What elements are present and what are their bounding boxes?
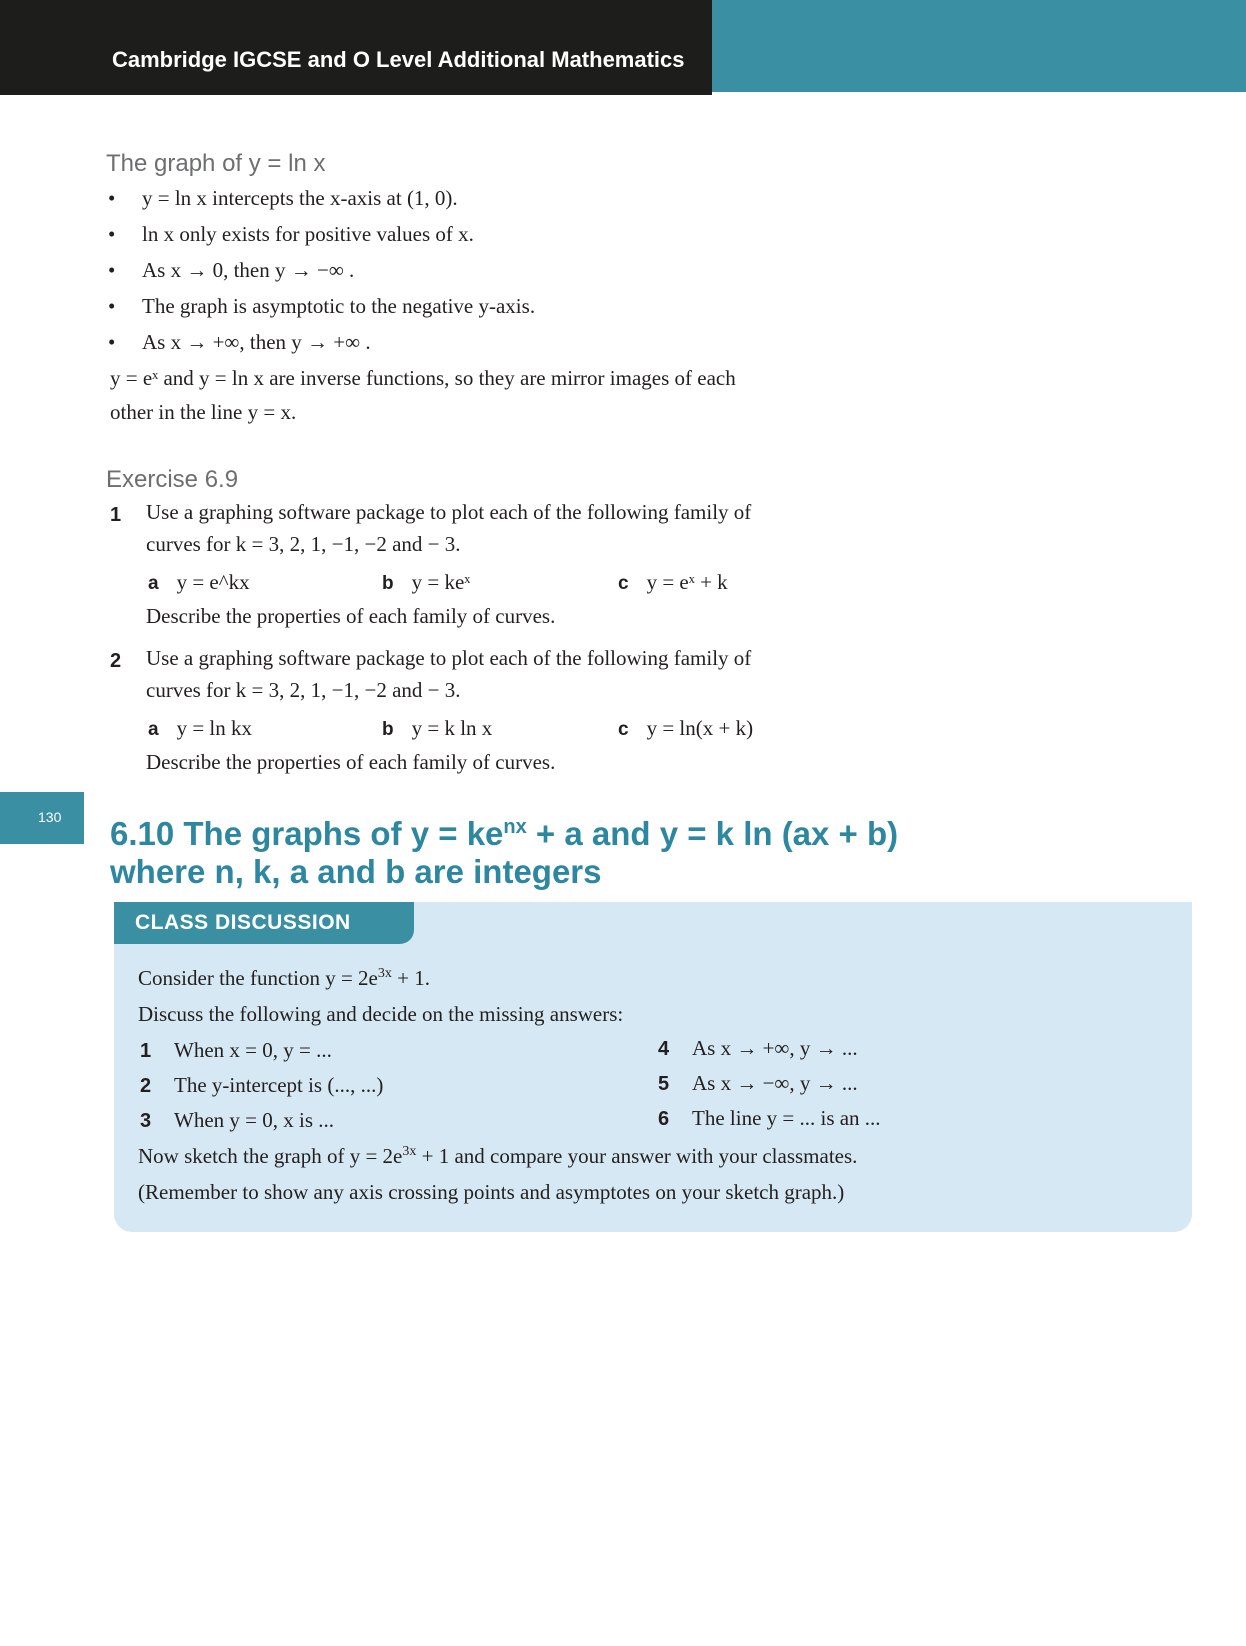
- discussion-item: When y = 0, x is ...: [174, 1108, 334, 1132]
- question-text: Use a graphing software package to plot each of the following family of: [146, 500, 752, 524]
- exercise-heading: Exercise 6.9: [106, 466, 239, 493]
- question-closing: Describe the properties of each family of curves.: [146, 750, 556, 774]
- discussion-item: As x → −∞, y → ...: [692, 1071, 858, 1095]
- section-heading: [110, 808, 898, 891]
- question-text: curves for k = 3, 2, 1, −1, −2 and − 3.: [146, 678, 461, 702]
- question-part: b y = keˣ: [382, 570, 471, 594]
- bullet-icon: •: [108, 186, 116, 210]
- discussion-reminder: (Remember to show any axis crossing points and asymptotes on your sketch graph.): [138, 1180, 845, 1204]
- bullet-icon: •: [108, 330, 116, 354]
- discussion-item: When x = 0, y = ...: [174, 1038, 332, 1062]
- discussion-item-number: 4: [658, 1038, 670, 1060]
- graph-heading: The graph of y = ln x: [106, 150, 326, 177]
- class-discussion-label: CLASS DISCUSSION: [135, 911, 351, 934]
- question-text: Use a graphing software package to plot each of the following family of: [146, 646, 752, 670]
- bullet-icon: •: [108, 258, 116, 282]
- inverse-paragraph-line-2: other in the line y = x.: [110, 400, 297, 424]
- discussion-sketch-instruction: Now sketch the graph of $y = 2e^{3x} + 1$ and compare your answer with your classmates.: [138, 1144, 858, 1168]
- question-part: a y = ln kx: [148, 716, 253, 740]
- question-text: curves for k = 3, 2, 1, −1, −2 and − 3.: [146, 532, 461, 556]
- question-part: a y = e^kx: [148, 570, 250, 594]
- book-title: Cambridge IGCSE and O Level Additional Mathematics: [112, 47, 685, 72]
- discussion-item: As x → +∞, y → ...: [692, 1036, 858, 1060]
- discussion-instruction: Discuss the following and decide on the missing answers:: [138, 1002, 624, 1026]
- question-number: 2: [110, 650, 122, 672]
- bullet-icon: •: [108, 222, 116, 246]
- discussion-item-number: 2: [140, 1075, 152, 1097]
- page-number: 130: [38, 809, 62, 825]
- discussion-item-number: 3: [140, 1110, 152, 1132]
- discussion-intro: Consider the function $y = 2e^{3x} + 1$.: [138, 966, 430, 990]
- header-accent: [712, 0, 1246, 92]
- section-heading-line-2: where n, k, a and b are integers: [110, 853, 602, 890]
- discussion-item-number: 6: [658, 1108, 670, 1130]
- question-part: b y = k ln x: [382, 716, 493, 740]
- bullet-icon: •: [108, 294, 116, 318]
- page-number-tab: [0, 792, 84, 844]
- discussion-item-number: 1: [140, 1040, 152, 1062]
- question-closing: Describe the properties of each family of curves.: [146, 604, 556, 628]
- section-heading-line-1: 6.10 The graphs of $y = ke^{nx} + a$ and y = k ln (ax + b): [110, 815, 899, 852]
- inverse-paragraph-line-1: y = eˣ and y = ln x are inverse functions, so they are mirror images of each: [110, 366, 736, 390]
- discussion-item-number: 5: [658, 1073, 670, 1095]
- discussion-item: The line y = ... is an ...: [692, 1106, 881, 1130]
- question-part: c y = eˣ + k: [618, 570, 728, 594]
- question-part: c y = ln(x + k): [618, 716, 754, 740]
- question-number: 1: [110, 504, 122, 526]
- discussion-item: The y-intercept is (..., ...): [174, 1073, 384, 1097]
